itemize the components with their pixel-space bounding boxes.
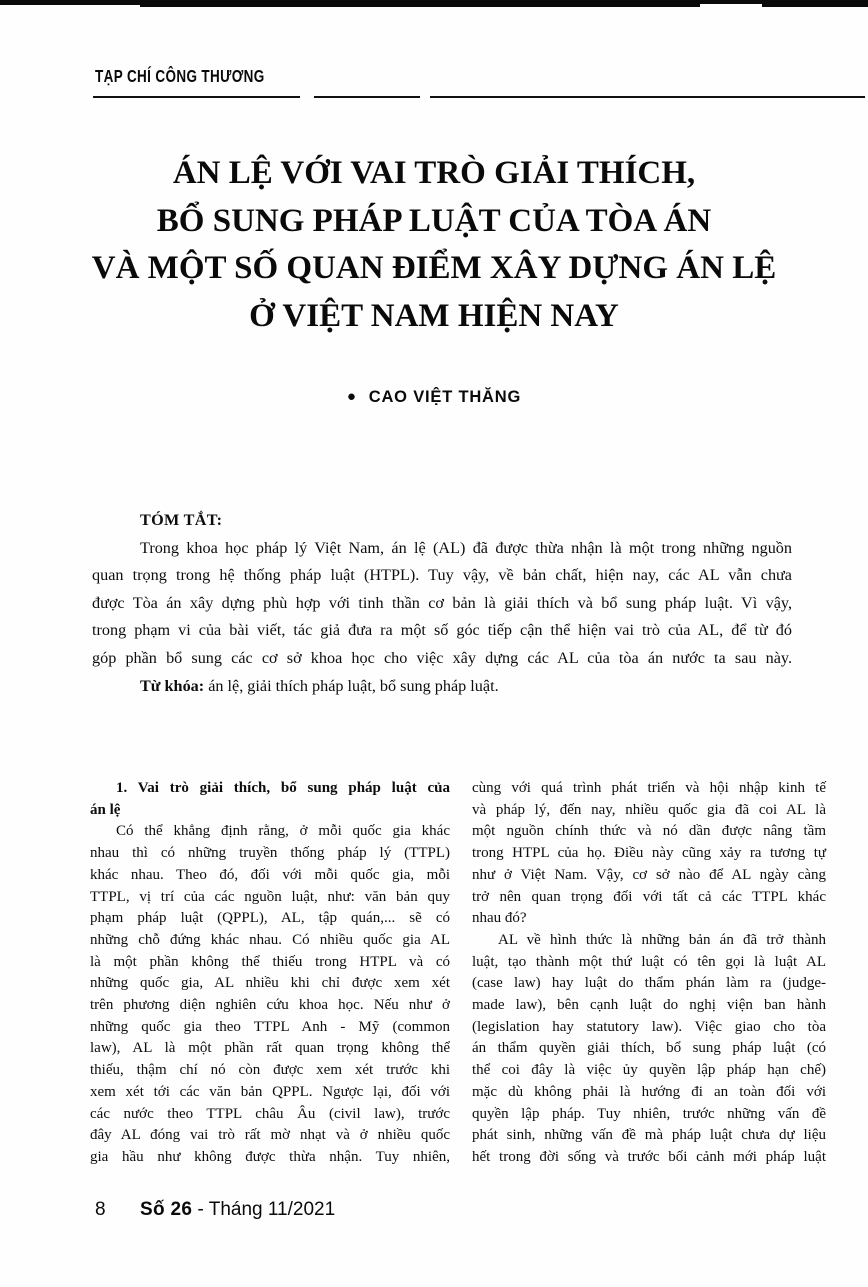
text-line: những quốc gia theo TTPL Anh - Mỹ (common [90, 1018, 450, 1035]
abstract-text [92, 535, 792, 673]
section-heading [90, 778, 450, 821]
text-line: là một phần không thể thiếu trong HTPL và có [90, 953, 450, 970]
header-rule [93, 96, 865, 98]
text-line: những chỗ đứng khác nhau. Có nhiều quốc gia AL [90, 931, 450, 948]
body-column-left [90, 778, 450, 1169]
text-line: 1. Vai trò giải thích, bổ sung pháp luật của [116, 780, 450, 796]
text-line: và pháp lý, đến nay, nhiều quốc gia đã coi AL là [472, 801, 826, 818]
author-line [0, 388, 868, 407]
footer-issue: Số 26 [140, 1199, 193, 1220]
text-line: án lệ [90, 801, 121, 818]
text-line: khác nhau. Theo đó, đối với mỗi quốc gia, mỗi [90, 866, 450, 883]
text-line: TTPL, vị trí của các nguồn luật, như: văn bản quy [90, 888, 450, 905]
text-line: VÀ MỘT SỐ QUAN ĐIỂM XÂY DỰNG ÁN LỆ [91, 250, 777, 286]
text-line: law), AL là một phần rất quan trọng không thể [90, 1040, 450, 1057]
text-line: đây AL đóng vai trò rất mờ nhạt và ở nhiều quốc [90, 1127, 450, 1144]
journal-name: TẠP CHÍ CÔNG THƯƠNG [95, 67, 265, 87]
text-line: như ở Việt Nam. Vậy, cơ sở nào để AL ngày càng [472, 866, 826, 883]
text-line: góp phần bổ sung các cơ sở khoa học cho việc xây dựng các AL của tòa án nước ta sau này. [92, 648, 792, 667]
abstract-heading: TÓM TẮT: [140, 511, 223, 529]
text-line: Có thể khẳng định rằng, ở mỗi quốc gia khác [116, 823, 450, 840]
text-line: hết trong đời sống và trước bối cảnh mới pháp luật [472, 1148, 826, 1165]
text-line: BỔ SUNG PHÁP LUẬT CỦA TÒA ÁN [156, 202, 712, 239]
scan-edge-notch [0, 5, 140, 7]
keywords-line [92, 673, 792, 701]
keywords-label: Từ khóa: [140, 676, 205, 695]
text-line: cùng với quá trình phát triển và hội nhập kinh tế [472, 780, 826, 796]
text-line: thiếu, thậm chí nó còn được xem xét trước khi [90, 1062, 450, 1079]
page-number: 8 [95, 1199, 106, 1220]
text-line: gia hầu như không được thừa nhận. Tuy nhiên, [90, 1148, 450, 1165]
text-line: trở nên quan trọng đối với tất cả các TTPL khác [472, 888, 826, 905]
text-line: quyền lập pháp. Tuy nhiên, trước những vấn đề [472, 1105, 826, 1122]
text-line: một nguồn chính thức và nó dần được nâng tầm [472, 823, 826, 840]
text-line: AL về hình thức là những bản án đã trở thành [498, 931, 826, 948]
body-paragraph [90, 821, 450, 1168]
author-bullet-icon: ● [346, 388, 357, 405]
text-line: ÁN LỆ VỚI VAI TRÒ GIẢI THÍCH, [172, 155, 696, 191]
scan-edge-notch [700, 4, 762, 7]
text-line: những quốc gia, AL nhiều khi chỉ được xem xét [90, 975, 450, 992]
text-line: mặc dù không phải là hướng đi an toàn đối với [472, 1083, 826, 1100]
text-line: quan trọng trong hệ thống pháp luật (HTPL). Tuy vậy, về bản chất, hiện nay, các AL vẫn chưa [92, 566, 792, 585]
author-name: CAO VIỆT THĂNG [368, 388, 522, 406]
text-line: luật, tạo thành một thứ luật có tên gọi là luật AL [472, 953, 826, 970]
page-footer [95, 1199, 808, 1221]
text-line: trong HTPL của họ. Điều này cũng xảy ra tương tự [472, 845, 826, 862]
text-line: Trong khoa học pháp lý Việt Nam, án lệ (AL) đã được thừa nhận là một trong những nguồn [140, 538, 792, 557]
text-line: nhau đó? [472, 910, 527, 927]
body-paragraph [472, 778, 826, 930]
header-rule-gap [300, 96, 314, 98]
text-line: xem xét tới các văn bản QPPL. Ngược lại, đối với [90, 1083, 450, 1100]
text-line: (legislation hay statutory law). Việc giao cho tòa [472, 1018, 826, 1035]
footer-date: - Tháng 11/2021 [192, 1199, 336, 1220]
text-line: trên phương diện nghiên cứu khoa học. Nếu như ở [90, 997, 450, 1014]
text-line: thể coi đây là việc ủy quyền lập pháp hạn chế) [472, 1062, 826, 1079]
text-line: án thẩm quyền giải thích, bổ sung pháp luật (có [472, 1040, 826, 1057]
text-line: nhau thì có những truyền thống pháp lý (TTPL) [90, 845, 450, 862]
text-line: phạm pháp luật (QPPL), AL, tập quán,... sẽ có [90, 910, 450, 927]
text-line: các nước theo TTPL châu Âu (civil law), trước [90, 1105, 450, 1122]
text-line: Ở VIỆT NAM HIỆN NAY [249, 297, 619, 334]
article-title [25, 150, 843, 340]
text-line: trong phạm vi của bài viết, tác giả đưa ra một số góc tiếp cận thể hiện vai trò của AL, để từ đó [92, 621, 792, 640]
body-column-right [472, 778, 826, 1169]
text-line: được Tòa án xây dựng phù hợp với tinh thần cơ bản là giải thích và bổ sung pháp luật. Vì vậy, [92, 593, 792, 612]
text-line: phát sinh, những vấn đề mà pháp luật chưa dự liệu [472, 1127, 826, 1144]
text-line: made law), bên cạnh luật do nghị viện ban hành [472, 997, 826, 1014]
abstract-section [92, 507, 792, 700]
header-rule-gap [420, 96, 430, 98]
body-paragraph [472, 930, 826, 1169]
text-line: (case law) hay luật do thẩm phán làm ra (judge- [472, 975, 826, 992]
keywords-text: án lệ, giải thích pháp luật, bổ sung pháp luật. [204, 676, 499, 695]
